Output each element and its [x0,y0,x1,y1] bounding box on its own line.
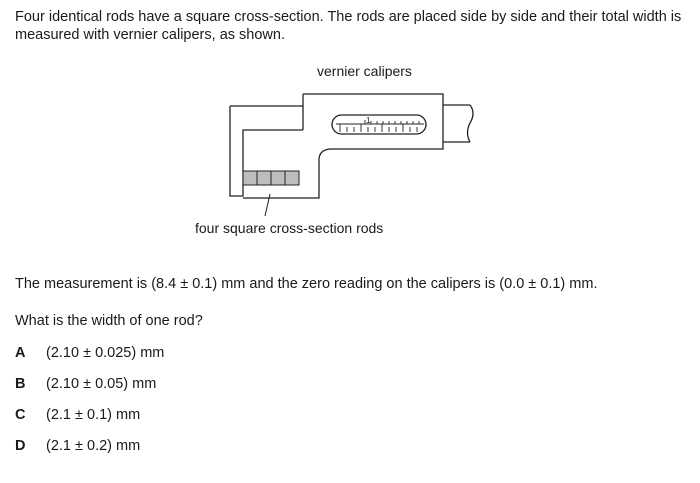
rod [257,171,271,185]
main-scale-ticks [336,120,424,132]
option-letter: D [15,438,26,454]
option-b[interactable] [15,376,164,407]
rods-pointer [265,194,270,216]
scale-mark-label: 1 [366,116,371,125]
option-letter: C [15,407,26,423]
option-text: (2.10 ± 0.05) mm [46,376,157,392]
measurement-statement: The measurement is (8.4 ± 0.1) mm and the zero reading on the calipers is (0.0 ± 0.1) mm. [15,276,598,292]
beam-extension [443,105,470,142]
option-text: (2.1 ± 0.1) mm [46,407,141,423]
option-d[interactable] [15,438,164,469]
option-letter: A [15,345,26,361]
vernier-calipers-figure [195,58,495,263]
answer-options [15,345,164,469]
square-rods [243,171,299,185]
option-letter: B [15,376,26,392]
rod [285,171,299,185]
beam-break [468,105,474,142]
option-a[interactable] [15,345,164,376]
question-ask: What is the width of one rod? [15,313,203,329]
option-text: (2.10 ± 0.025) mm [46,345,165,361]
label-four-rods: four square cross-section rods [195,220,384,236]
vernier-window [332,115,426,134]
label-vernier-calipers: vernier calipers [317,63,412,79]
option-c[interactable] [15,407,164,438]
rod [243,171,257,185]
rod [271,171,285,185]
option-text: (2.1 ± 0.2) mm [46,438,141,454]
question-intro: Four identical rods have a square cross-section. The rods are placed side by side and their total width is measured with vernier calipers, as shown. [15,9,682,43]
